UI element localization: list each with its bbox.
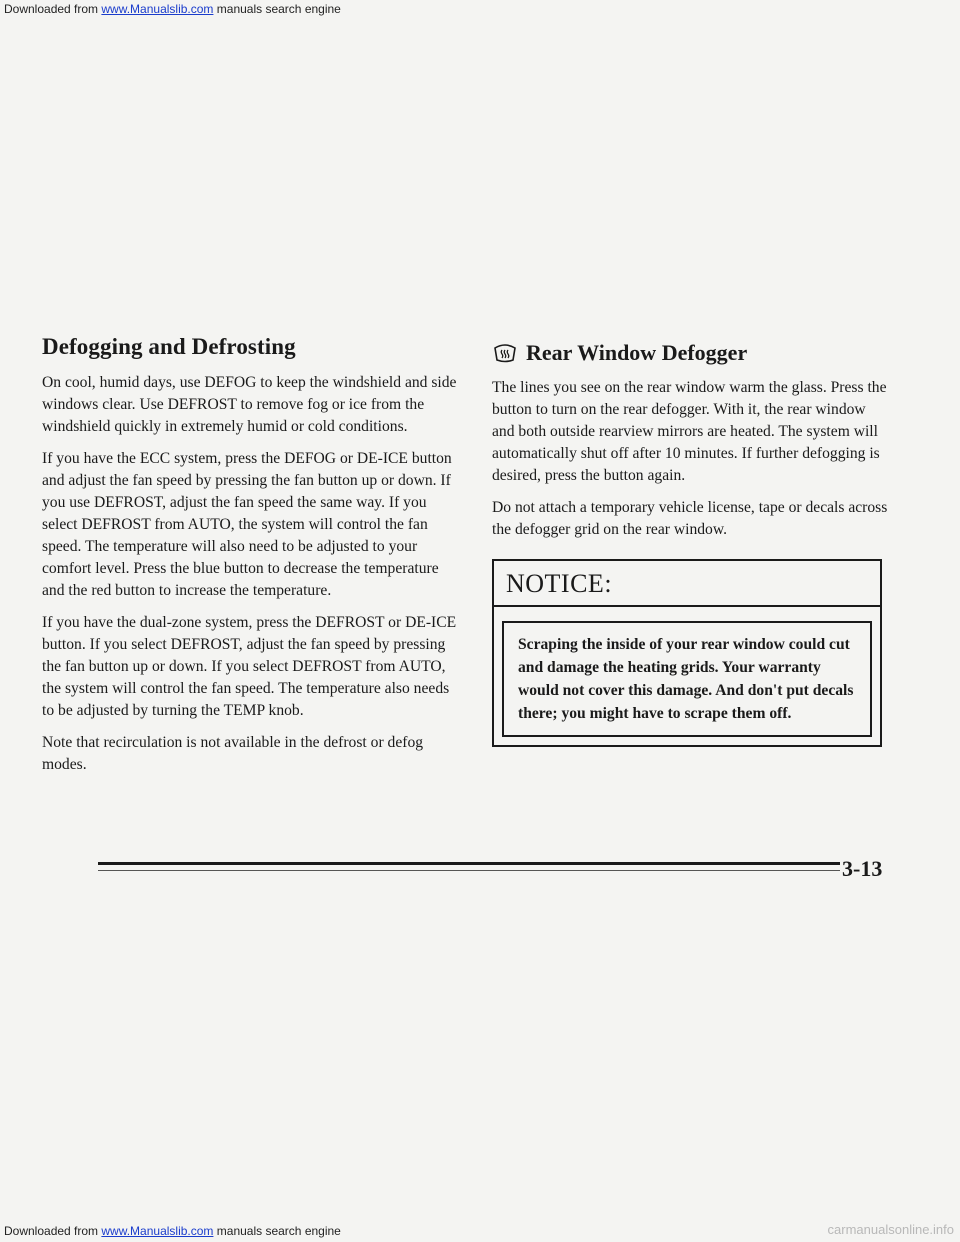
notice-box [492, 559, 882, 747]
defog-paragraph-4: Note that recirculation is not available in the defrost or defog modes. [42, 734, 424, 774]
defog-paragraph-1: On cool, humid days, use DEFOG to keep the windshield and side windows clear. Use DEFROST to remove fog or ice from the windshield quickly in extremely humid or cold conditions. [42, 374, 457, 436]
defogging-title: Defogging and Defrosting [42, 334, 296, 359]
footer-rule-thick [98, 862, 840, 865]
watermark-text: carmanualsonline.info [827, 1222, 954, 1237]
rear-paragraph-1: The lines you see on the rear window warm the glass. Press the button to turn on the rear defogger. With it, the rear window and both outside rearview mirrors are heated. The system will automatically shut off after 10 minutes. If further defogging is desired, press the button again. [492, 379, 887, 485]
download-footer [4, 1224, 341, 1238]
footer-rule-thin [98, 870, 840, 871]
rear-paragraph-2: Do not attach a temporary vehicle license, tape or decals across the defogger grid on the rear window. [492, 499, 888, 539]
header-prefix: Downloaded from [4, 2, 102, 16]
rear-defogger-icon [492, 343, 518, 363]
page-number: 3-13 [842, 856, 883, 881]
rear-defogger-heading [492, 340, 892, 365]
notice-body: Scraping the inside of your rear window could cut and damage the heating grids. Your warranty would not cover this damage. And don't put decals there; you might have to scrape them off. [502, 621, 872, 737]
defog-paragraph-2: If you have the ECC system, press the DEFOG or DE-ICE button and adjust the fan speed by pressing the fan button up or down. If you use DEFROST, adjust the fan speed the same way. If you select DEFROST from AUTO, the system will control the fan speed. The temperature will also need to be adjusted to your comfort level. Press the blue button to decrease the temperature and the red button to increase the temperature. [42, 450, 452, 600]
left-column [42, 334, 462, 786]
download-header [4, 2, 341, 16]
footer-prefix: Downloaded from [4, 1224, 102, 1238]
footer-suffix: manuals search engine [213, 1224, 341, 1238]
footer-link[interactable]: www.Manualslib.com [101, 1224, 214, 1238]
rear-defogger-title: Rear Window Defogger [526, 340, 748, 365]
header-link[interactable]: www.Manualslib.com [101, 2, 214, 16]
defog-paragraph-3: If you have the dual-zone system, press the DEFROST or DE-ICE button. If you select DEFROST, adjust the fan speed by pressing the fan button up or down. If you select DEFROST from AUTO, the system will control the fan speed. The temperature also needs to be adjusted by turning the TEMP knob. [42, 614, 457, 720]
header-suffix: manuals search engine [213, 2, 341, 16]
notice-heading: NOTICE: [494, 561, 880, 607]
right-column [492, 340, 892, 747]
